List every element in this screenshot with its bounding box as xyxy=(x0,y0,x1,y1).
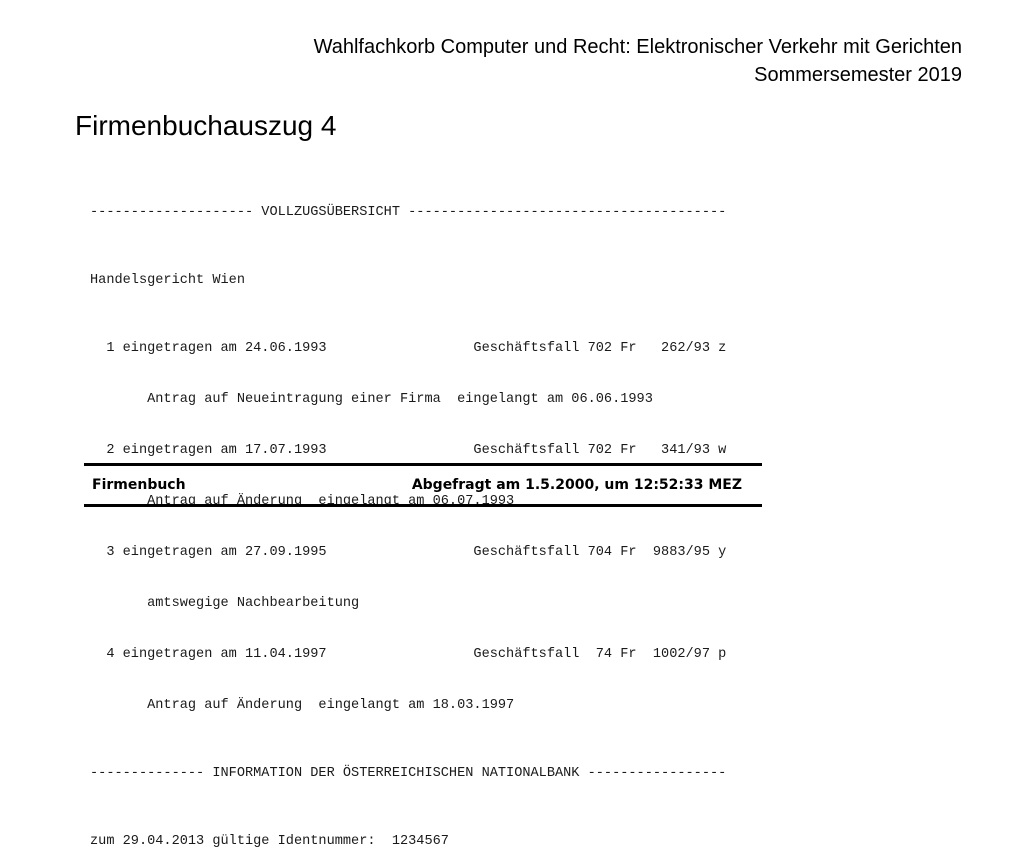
ident-number-line: zum 29.04.2013 gültige Identnummer: 1234567 xyxy=(90,834,449,849)
entry-detail: Antrag auf Änderung eingelangt am 06.07.1993 xyxy=(90,494,515,509)
entry-line: 1 eingetragen am 24.06.1993 Geschäftsfall 702 Fr 262/93 z xyxy=(90,341,727,356)
court-name: Handelsgericht Wien xyxy=(90,273,245,288)
entry-detail: Antrag auf Änderung eingelangt am 18.03.1997 xyxy=(90,698,515,713)
entry-line: 2 eingetragen am 17.07.1993 Geschäftsfall 702 Fr 341/93 w xyxy=(90,443,727,458)
query-footer xyxy=(84,463,762,507)
entry-line: 4 eingetragen am 11.04.1997 Geschäftsfall 74 Fr 1002/97 p xyxy=(90,647,727,662)
entry-line: 3 eingetragen am 27.09.1995 Geschäftsfall 704 Fr 9883/95 y xyxy=(90,545,727,560)
entry-detail: Antrag auf Neueintragung einer Firma eingelangt am 06.06.1993 xyxy=(90,392,653,407)
page-title: Firmenbuchauszug 4 xyxy=(75,110,337,141)
course-title: Wahlfachkorb Computer und Recht: Elektronischer Verkehr mit Gerichten xyxy=(313,36,962,58)
footer-timestamp: Abgefragt am 1.5.2000, um 12:52:33 MEZ xyxy=(411,477,742,493)
section-heading-oenb: -------------- INFORMATION DER ÖSTERREICHISCHEN NATIONALBANK ----------------- xyxy=(90,766,727,781)
entry-detail: amtswegige Nachbearbeitung xyxy=(90,596,360,611)
slide-header xyxy=(314,33,962,89)
semester: Sommersemester 2019 xyxy=(754,64,962,86)
section-heading-vollzug: -------------------- VOLLZUGSÜBERSICHT --------------------------------------- xyxy=(90,205,727,220)
footer-source: Firmenbuch xyxy=(92,477,186,493)
register-excerpt xyxy=(90,170,726,867)
